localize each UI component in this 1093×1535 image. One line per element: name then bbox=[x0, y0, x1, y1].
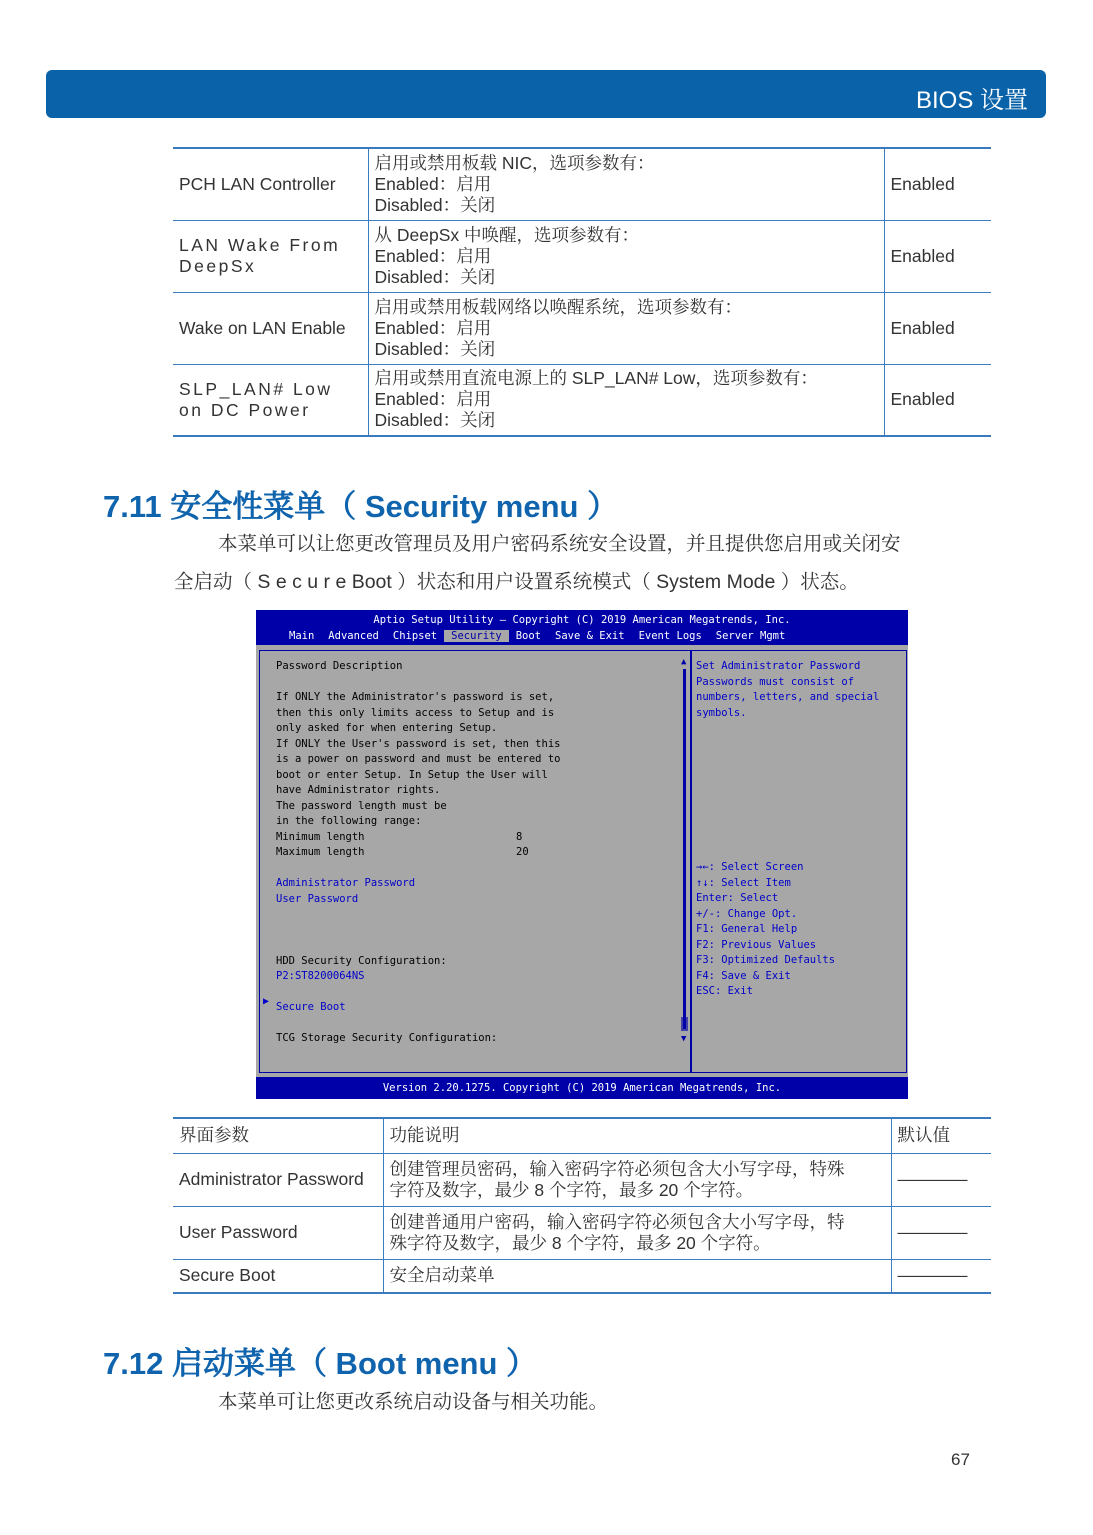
param-default: ———— bbox=[891, 1259, 991, 1293]
key-line: ↑↓: Select Item bbox=[696, 876, 791, 889]
desc-line: 启用或禁用板载网络以唤醒系统，选项参数有： bbox=[374, 296, 742, 317]
key-line: →←: Select Screen bbox=[696, 861, 804, 873]
desc-line: Enabled：启用 bbox=[374, 389, 492, 410]
scroll-thumb[interactable] bbox=[681, 1017, 688, 1031]
blank-line bbox=[276, 1016, 676, 1032]
scroll-up-icon[interactable]: ▲ bbox=[681, 657, 687, 667]
help-line: symbols. bbox=[696, 706, 747, 719]
tab-chipset[interactable]: Chipset bbox=[392, 630, 438, 642]
param-default: Enabled bbox=[884, 220, 991, 292]
bios-main-panel bbox=[259, 650, 907, 1073]
description-line: If ONLY the User's password is set, then this bbox=[276, 737, 561, 750]
paragraph-line: 本菜单可以让您更改管理员及用户密码系统安全设置，并且提供您启用或关闭安 bbox=[218, 533, 901, 555]
desc-line: Enabled：启用 bbox=[374, 245, 492, 266]
scroll-down-icon[interactable]: ▼ bbox=[681, 1034, 687, 1044]
param-name: Secure Boot bbox=[179, 1265, 276, 1286]
blank-line bbox=[276, 923, 676, 939]
key-line: ESC: Exit bbox=[696, 985, 753, 997]
column-header: 默认值 bbox=[891, 1118, 991, 1153]
tab-event-logs[interactable]: Event Logs bbox=[638, 630, 702, 642]
table-row bbox=[173, 1259, 991, 1293]
param-default: Enabled bbox=[884, 364, 991, 436]
header-title: BIOS 设置 bbox=[915, 87, 1028, 114]
table-row bbox=[173, 148, 991, 220]
desc-line: 创建管理员密码，输入密码字符必须包含大小写字母，特殊 bbox=[389, 1158, 845, 1179]
bios-settings-list bbox=[276, 659, 676, 1047]
param-name: SLP_LAN# Low on DC Power bbox=[179, 378, 333, 420]
max-length-value: 20 bbox=[516, 846, 529, 858]
description-line: only asked for when entering Setup. bbox=[276, 722, 498, 734]
column-header: 界面参数 bbox=[179, 1125, 249, 1146]
table-row bbox=[173, 1206, 991, 1259]
user-password-item[interactable]: User Password bbox=[276, 892, 359, 905]
tab-security[interactable]: Security bbox=[444, 630, 509, 642]
security-settings-table bbox=[173, 1117, 991, 1294]
desc-line: Disabled：关闭 bbox=[374, 266, 496, 287]
submenu-arrow-icon: ▶ bbox=[263, 996, 270, 1007]
table-row bbox=[173, 364, 991, 436]
param-default: Enabled bbox=[884, 292, 991, 364]
desc-line: Enabled：启用 bbox=[374, 173, 492, 194]
section-paragraph-security bbox=[174, 525, 992, 601]
help-line: Passwords must consist of bbox=[696, 675, 855, 688]
param-default: Enabled bbox=[884, 148, 991, 220]
blank-line bbox=[276, 985, 676, 1001]
section-heading-boot: 7.12 启动菜单（ Boot menu ） bbox=[103, 1346, 538, 1381]
param-description bbox=[368, 364, 884, 436]
hdd-security-heading: HDD Security Configuration: bbox=[276, 954, 447, 967]
param-description bbox=[368, 292, 884, 364]
password-description-heading: Password Description bbox=[276, 660, 403, 672]
desc-line: 字符及数字，最少 8 个字符，最多 20 个字符。 bbox=[389, 1179, 754, 1200]
param-description bbox=[368, 220, 884, 292]
param-name: Administrator Password bbox=[179, 1169, 364, 1189]
desc-line: Disabled：关闭 bbox=[374, 410, 496, 431]
table-row bbox=[173, 292, 991, 364]
column-header: 功能说明 bbox=[383, 1118, 891, 1153]
help-line: Set Administrator Password bbox=[696, 660, 861, 672]
bios-footer: Version 2.20.1275. Copyright (C) 2019 American Megatrends, Inc. bbox=[256, 1077, 908, 1099]
tab-advanced[interactable]: Advanced bbox=[328, 630, 379, 642]
param-description bbox=[383, 1259, 891, 1293]
table-header-row bbox=[173, 1118, 991, 1153]
desc-line: Disabled：关闭 bbox=[374, 194, 496, 215]
param-description bbox=[368, 148, 884, 220]
desc-line: 从 DeepSx 中唤醒，选项参数有： bbox=[374, 224, 639, 245]
section-paragraph-boot bbox=[174, 1383, 992, 1421]
param-description bbox=[383, 1153, 891, 1206]
paragraph-line: 本菜单可让您更改系统启动设备与相关功能。 bbox=[218, 1391, 609, 1413]
page-number: 67 bbox=[951, 1450, 970, 1469]
param-description bbox=[383, 1206, 891, 1259]
section-heading-security: 7.11 安全性菜单（ Security menu ） bbox=[103, 489, 619, 524]
desc-line: 启用或禁用板载 NIC，选项参数有： bbox=[374, 152, 655, 173]
param-default: ———— bbox=[891, 1153, 991, 1206]
key-line: F1: General Help bbox=[696, 923, 798, 935]
tab-server-mgmt[interactable]: Server Mgmt bbox=[715, 630, 786, 642]
blank-line bbox=[276, 938, 676, 954]
bios-tab-bar bbox=[282, 630, 792, 642]
description-line: then this only limits access to Setup and is bbox=[276, 706, 555, 719]
blank-line bbox=[276, 675, 676, 691]
description-line: boot or enter Setup. In Setup the User will bbox=[276, 768, 548, 781]
blank-line bbox=[276, 907, 676, 923]
max-length-row bbox=[276, 845, 676, 861]
desc-line: 殊字符及数字，最少 8 个字符，最多 20 个字符。 bbox=[389, 1232, 771, 1253]
bios-key-legend bbox=[696, 860, 901, 1000]
description-line: is a power on password and must be entered to bbox=[276, 753, 561, 765]
help-line: numbers, letters, and special bbox=[696, 691, 880, 703]
panel-divider bbox=[690, 651, 692, 1072]
tcg-storage-heading: TCG Storage Security Configuration: bbox=[276, 1032, 498, 1044]
desc-line: Disabled：关闭 bbox=[374, 338, 496, 359]
scroll-track[interactable] bbox=[683, 669, 686, 1029]
bios-header bbox=[256, 610, 908, 645]
description-line: If ONLY the Administrator's password is set, bbox=[276, 691, 555, 703]
tab-boot[interactable]: Boot bbox=[515, 630, 542, 642]
tab-save-exit[interactable]: Save & Exit bbox=[555, 630, 625, 642]
header-banner bbox=[46, 70, 1046, 118]
desc-line: Enabled：启用 bbox=[374, 317, 492, 338]
administrator-password-item[interactable]: Administrator Password bbox=[276, 877, 416, 889]
description-line: The password length must be bbox=[276, 799, 447, 812]
param-name: User Password bbox=[179, 1222, 298, 1242]
desc-line: 安全启动菜单 bbox=[389, 1265, 495, 1286]
secure-boot-item[interactable]: Secure Boot bbox=[276, 1001, 346, 1013]
paragraph-line: 全启动（ S e c u r e Boot ）状态和用户设置系统模式（ System Mode ）状态。 bbox=[174, 571, 859, 593]
desc-line: 启用或禁用直流电源上的 SLP_LAN# Low，选项参数有： bbox=[374, 368, 818, 389]
bios-scrollbar[interactable] bbox=[681, 657, 688, 1044]
max-length-label: Maximum length bbox=[276, 846, 365, 858]
key-line: F2: Previous Values bbox=[696, 938, 817, 951]
param-name: LAN Wake From DeepSx bbox=[179, 235, 341, 276]
param-default: ———— bbox=[891, 1206, 991, 1259]
min-length-row bbox=[276, 830, 676, 846]
lan-settings-table bbox=[173, 147, 991, 437]
key-line: F4: Save & Exit bbox=[696, 969, 791, 982]
min-length-label: Minimum length bbox=[276, 830, 365, 843]
tab-main[interactable]: Main bbox=[289, 630, 315, 642]
table-row bbox=[173, 1153, 991, 1206]
key-line: +/-: Change Opt. bbox=[696, 907, 798, 920]
desc-line: 创建普通用户密码，输入密码字符必须包含大小写字母，特 bbox=[389, 1211, 845, 1232]
key-line: F3: Optimized Defaults bbox=[696, 954, 836, 966]
bios-screenshot bbox=[256, 610, 908, 1099]
param-name: Wake on LAN Enable bbox=[179, 317, 346, 338]
param-name: PCH LAN Controller bbox=[179, 173, 336, 194]
blank-line bbox=[276, 861, 676, 877]
table-row bbox=[173, 220, 991, 292]
bios-title: Aptio Setup Utility – Copyright (C) 2019 American Megatrends, Inc. bbox=[373, 614, 791, 626]
hdd-device-item[interactable]: P2:ST8200064NS bbox=[276, 970, 365, 982]
description-line: have Administrator rights. bbox=[276, 784, 441, 796]
bios-help-text bbox=[696, 659, 901, 721]
key-line: Enter: Select bbox=[696, 892, 779, 904]
description-line: in the following range: bbox=[276, 815, 422, 827]
min-length-value: 8 bbox=[516, 830, 523, 843]
